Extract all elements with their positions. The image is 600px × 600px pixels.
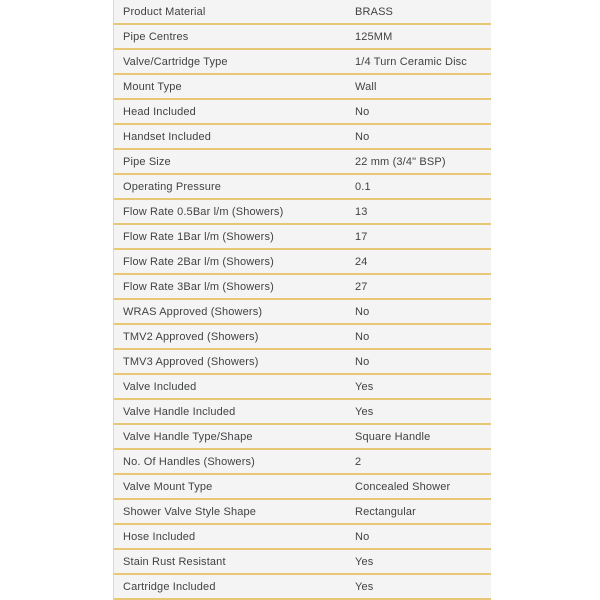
spec-value: 2 <box>355 455 362 468</box>
table-row <box>114 525 491 550</box>
spec-value: Yes <box>355 380 374 393</box>
table-row <box>114 25 491 50</box>
spec-label: Valve Handle Included <box>123 405 236 418</box>
spec-value: Concealed Shower <box>355 480 451 493</box>
spec-value: Yes <box>355 580 374 593</box>
table-row <box>114 100 491 125</box>
spec-value: Wall <box>355 80 377 93</box>
spec-label: Operating Pressure <box>123 180 222 193</box>
spec-value: Square Handle <box>355 430 431 443</box>
table-row <box>114 550 491 575</box>
spec-value: Yes <box>355 555 374 568</box>
spec-label: Flow Rate 2Bar l/m (Showers) <box>123 255 274 268</box>
spec-value: 125MM <box>355 30 393 43</box>
table-row <box>114 250 491 275</box>
spec-value: Rectangular <box>355 505 416 518</box>
spec-value: BRASS <box>355 5 394 18</box>
spec-label: Pipe Size <box>123 155 171 168</box>
table-row <box>114 200 491 225</box>
spec-label: Valve Included <box>123 380 197 393</box>
spec-value: No <box>355 330 370 343</box>
spec-label: Head Included <box>123 105 196 118</box>
spec-value: No <box>355 130 370 143</box>
spec-label: Product Material <box>123 5 206 18</box>
spec-label: TMV3 Approved (Showers) <box>123 355 259 368</box>
spec-value: No <box>355 530 370 543</box>
spec-value: No <box>355 305 370 318</box>
spec-label: TMV2 Approved (Showers) <box>123 330 259 343</box>
table-row <box>114 300 491 325</box>
spec-label: Valve Mount Type <box>123 480 213 493</box>
spec-label: Flow Rate 0.5Bar l/m (Showers) <box>123 205 284 218</box>
spec-label: Shower Valve Style Shape <box>123 505 257 518</box>
table-row <box>114 500 491 525</box>
spec-value: Yes <box>355 405 374 418</box>
spec-table <box>113 0 491 600</box>
table-row <box>114 175 491 200</box>
spec-value: 0.1 <box>355 180 371 193</box>
spec-value: 13 <box>355 205 368 218</box>
spec-value: 1/4 Turn Ceramic Disc <box>355 55 467 68</box>
spec-label: Pipe Centres <box>123 30 189 43</box>
spec-value: No <box>355 105 370 118</box>
spec-label: Hose Included <box>123 530 196 543</box>
table-row <box>114 400 491 425</box>
table-row <box>114 375 491 400</box>
spec-label: Flow Rate 3Bar l/m (Showers) <box>123 280 274 293</box>
spec-label: Stain Rust Resistant <box>123 555 226 568</box>
table-row <box>114 0 491 25</box>
table-row <box>114 75 491 100</box>
table-row <box>114 50 491 75</box>
table-row <box>114 125 491 150</box>
spec-label: WRAS Approved (Showers) <box>123 305 263 318</box>
table-row <box>114 425 491 450</box>
spec-label: No. Of Handles (Showers) <box>123 455 255 468</box>
spec-value: 17 <box>355 230 368 243</box>
spec-value: 27 <box>355 280 368 293</box>
spec-value: 22 mm (3/4" BSP) <box>355 155 446 168</box>
spec-label: Handset Included <box>123 130 212 143</box>
table-row <box>114 150 491 175</box>
spec-label: Flow Rate 1Bar l/m (Showers) <box>123 230 274 243</box>
table-row <box>114 450 491 475</box>
spec-label: Valve/Cartridge Type <box>123 55 228 68</box>
table-row <box>114 225 491 250</box>
spec-value: 24 <box>355 255 368 268</box>
spec-label: Valve Handle Type/Shape <box>123 430 253 443</box>
table-row <box>114 275 491 300</box>
spec-label: Mount Type <box>123 80 182 93</box>
table-row <box>114 575 491 600</box>
table-row <box>114 325 491 350</box>
spec-value: No <box>355 355 370 368</box>
table-row <box>114 350 491 375</box>
table-row <box>114 475 491 500</box>
spec-label: Cartridge Included <box>123 580 216 593</box>
